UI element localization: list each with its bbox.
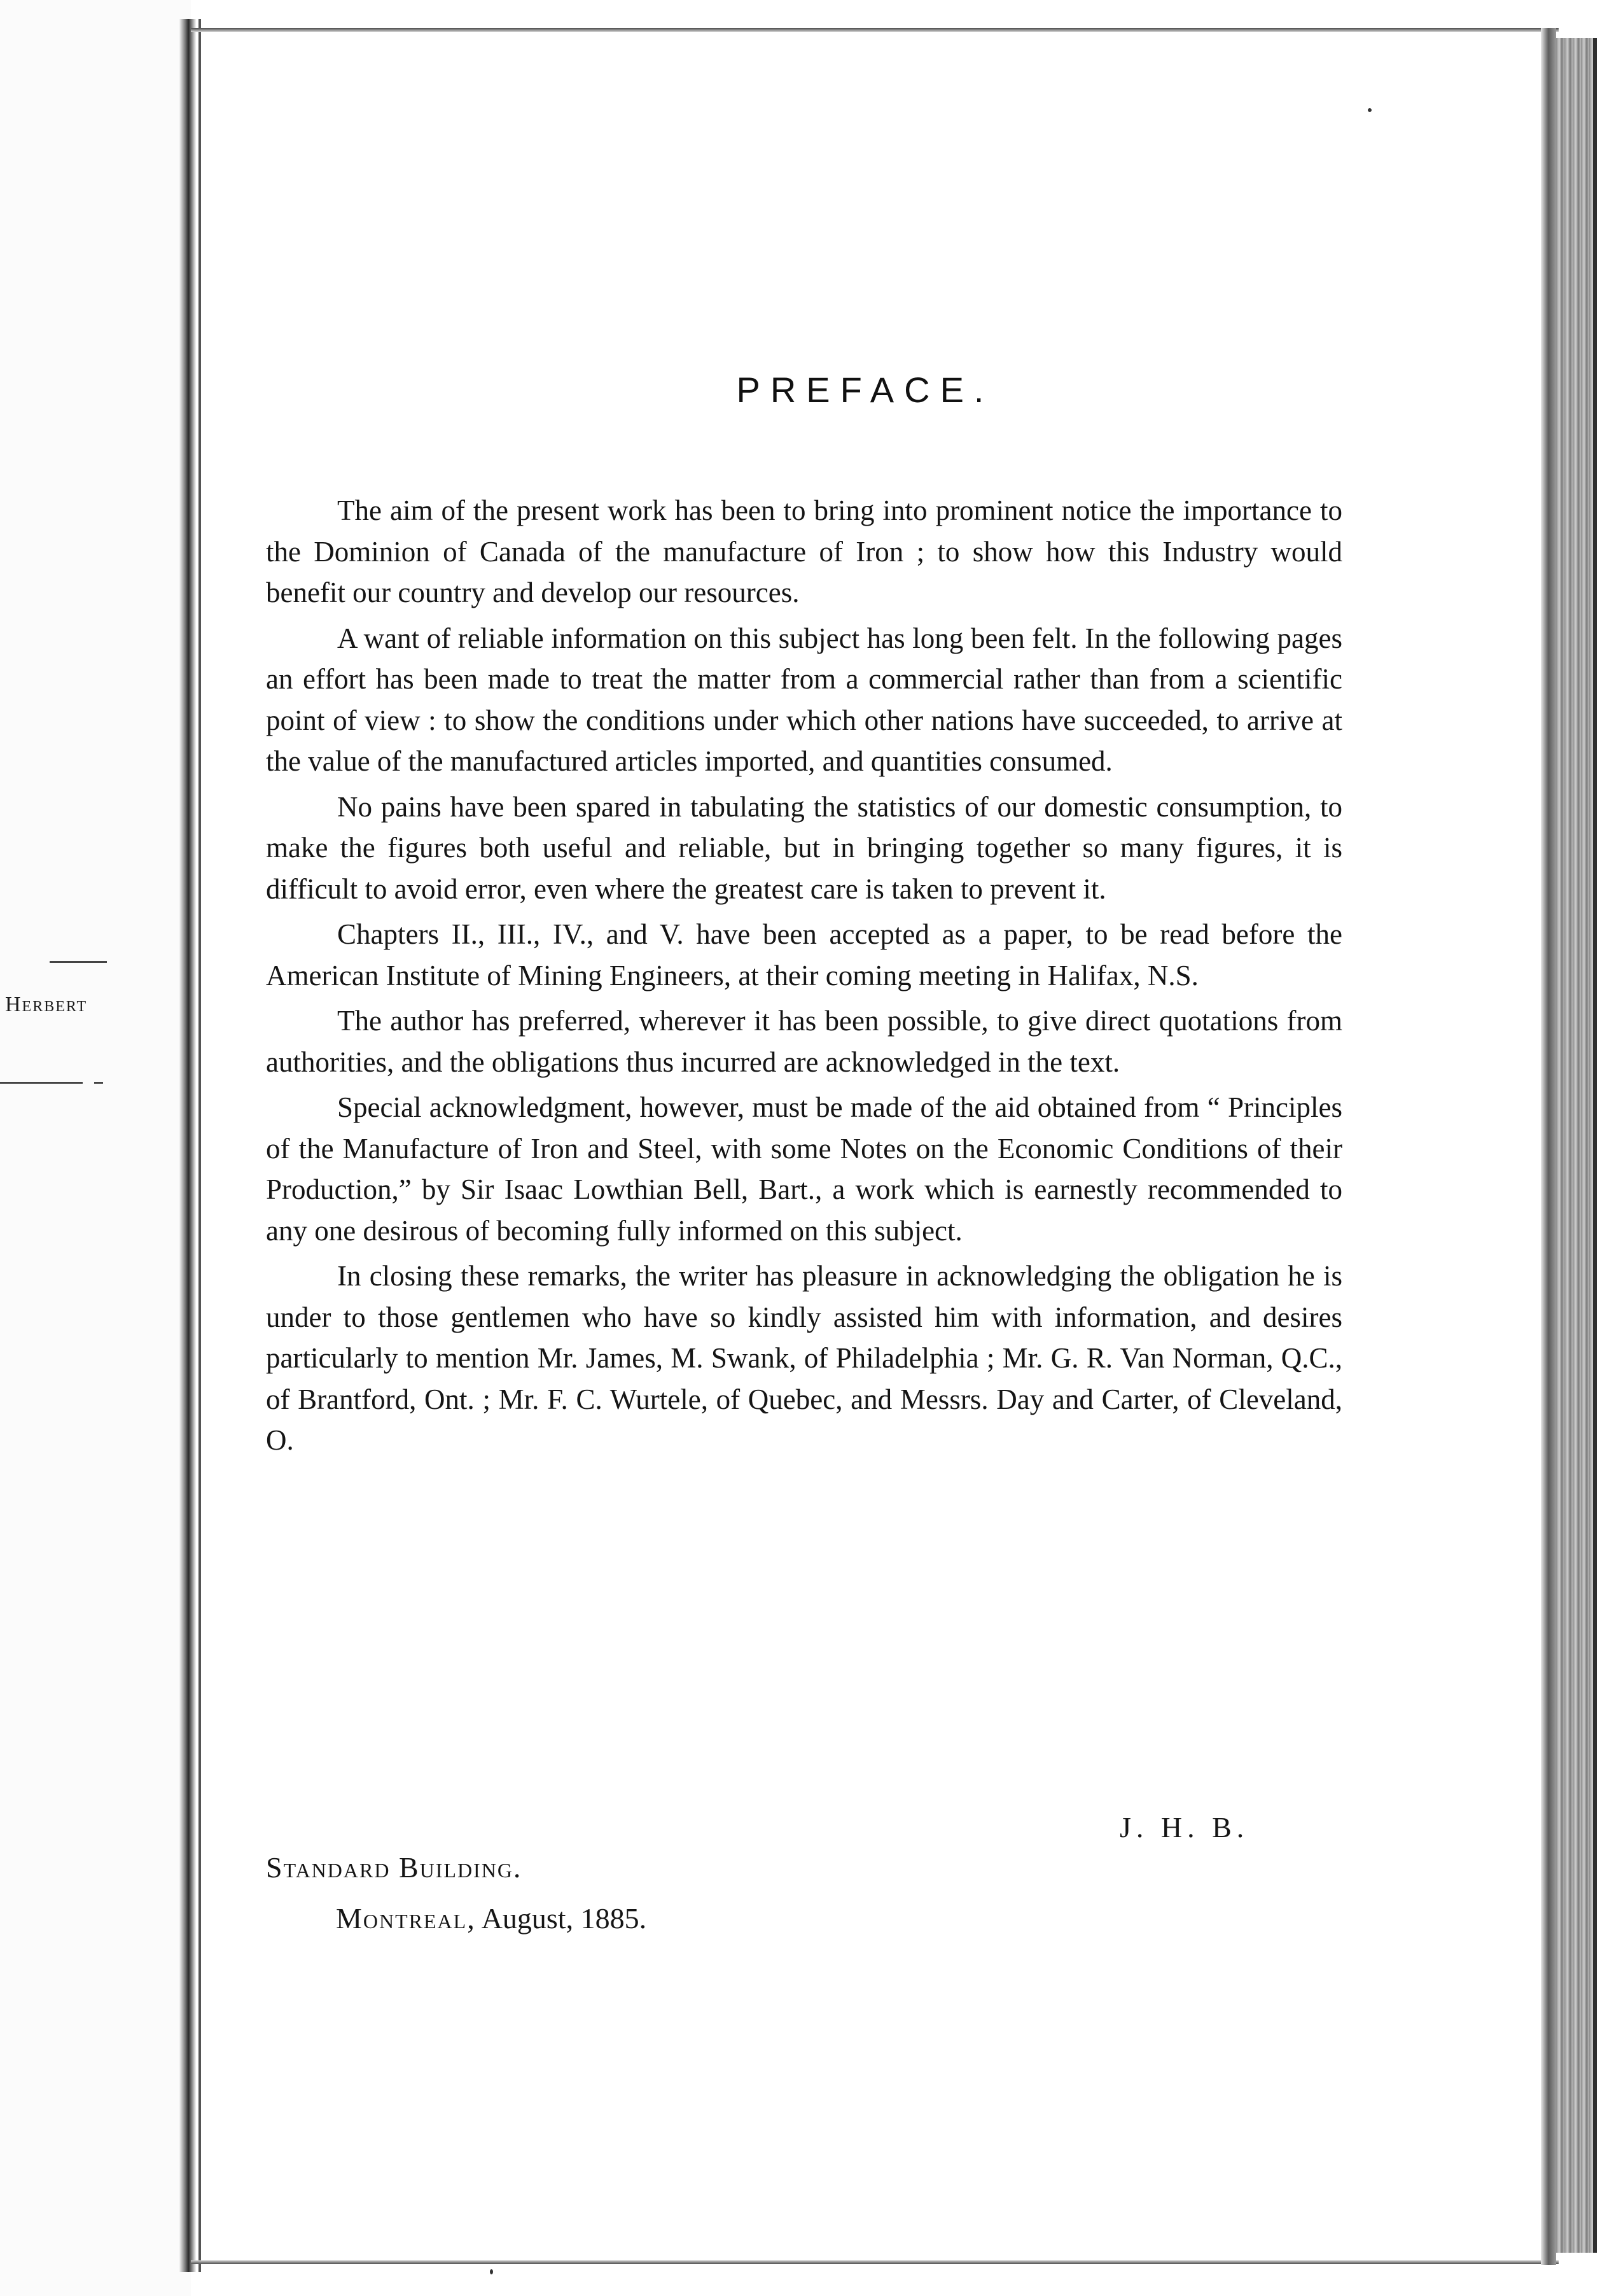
author-initials: J. H. B.	[1120, 1811, 1249, 1844]
facing-page-rule-bottom-tick	[94, 1082, 103, 1084]
scan-speck	[490, 2269, 493, 2274]
address-city: Montreal,	[336, 1902, 476, 1935]
facing-page-text-fragment: Herbert	[5, 993, 88, 1016]
binding-gutter	[179, 19, 196, 2272]
page-title: PREFACE.	[736, 370, 994, 410]
paragraph: No pains have been spared in tabulating the statistics of our domestic consumption, to make the figures both useful and reliable, but in bringing together so many figures, it is difficult to avoid error, even where the greatest care is taken to prevent it.	[266, 790, 1342, 905]
paragraph: The author has preferred, wherever it has been possible, to give direct quotations from authorities, and the obligations thus incurred are acknowledged in the text.	[266, 1005, 1342, 1078]
preface-body	[266, 490, 1342, 1466]
page-stack-edges	[1556, 38, 1596, 2253]
paragraph: The aim of the present work has been to bring into prominent notice the importance to the Dominion of Canada of the manufacture of Iron ; to show how this Industry would benefit our country and develop our resources.	[266, 494, 1342, 608]
facing-page	[0, 0, 191, 2296]
book-fore-edge	[1593, 38, 1597, 2253]
address-building: Standard Building.	[266, 1851, 522, 1884]
paragraph: In closing these remarks, the writer has pleasure in acknowledging the obligation he is under to those gentlemen who have so kindly assisted him with information, and desires particularly to mention Mr. James, M. Swank, of Philadelphia ; Mr. G. R. Van Norman, Q.C., of Brantford, Ont. ; Mr. F. C. Wurtele, of Quebec, and Messrs. Day and Carter, of Cleveland, O.	[266, 1260, 1342, 1456]
paragraph: A want of reliable information on this subject has long been felt. In the following pages an effort has been made to treat the matter from a commercial rather than from a scientific point of view : to show the conditions under which other nations have succeeded, to arrive at the value of the manufactured articles imported, and quantities consumed.	[266, 622, 1342, 777]
page-right-edge	[1541, 28, 1556, 2265]
facing-page-rule-top	[50, 961, 107, 963]
address-place-date	[336, 1901, 646, 1935]
page-bottom-edge	[191, 2260, 1559, 2264]
paragraph: Chapters II., III., IV., and V. have been accepted as a paper, to be read before the American Institute of Mining Engineers, at their coming meeting in Halifax, N.S.	[266, 918, 1342, 991]
address-date: August, 1885.	[481, 1902, 647, 1935]
page-top-edge	[191, 28, 1559, 32]
scan-speck	[1368, 108, 1372, 112]
paragraph: Special acknowledgment, however, must be made of the aid obtained from “ Principles of the Manufacture of Iron and Steel, with some Notes on the Economic Conditions of their Production,” by Sir Isaac Lowthian Bell, Bart., a work which is earnestly recommended to any one desirous of becoming fully informed on this subject.	[266, 1091, 1342, 1247]
facing-page-rule-bottom	[0, 1082, 83, 1084]
page-left-edge	[198, 19, 201, 2272]
